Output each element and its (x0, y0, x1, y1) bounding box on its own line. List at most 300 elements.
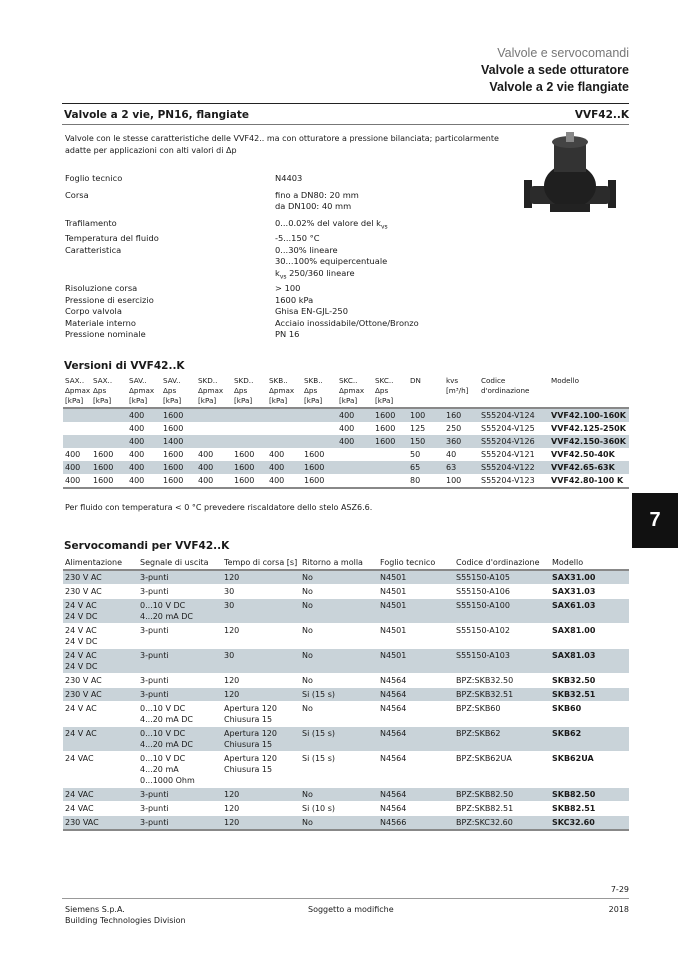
table-cell (196, 408, 232, 422)
column-header (127, 375, 161, 408)
spec-value-line: da DN100: 40 mm (275, 201, 352, 212)
column-header (161, 375, 196, 408)
page-number: 7-29 (610, 885, 629, 894)
table-cell: 400 (267, 461, 302, 474)
table-cell: 24 VAC (65, 754, 94, 763)
column-header (408, 375, 444, 408)
column-header-line: [kPa] (93, 396, 112, 405)
table-cell: 1600 (375, 424, 396, 433)
versions-title: Versioni di VVF42..K (64, 360, 185, 372)
table-cell: Si (15 s) (300, 727, 378, 752)
divider (62, 898, 629, 899)
column-header (337, 375, 373, 408)
table-cell: 80 (410, 476, 421, 485)
table-cell: BPZ:SKB60 (456, 704, 501, 713)
column-header: Segnale di uscita (140, 558, 209, 567)
footer-notice: Soggetto a modifiche (308, 905, 394, 914)
table-cell: 1600 (302, 461, 337, 474)
column-header-line: d'ordinazione (481, 386, 530, 395)
table-cell: 250 (446, 424, 462, 433)
table-cell (337, 448, 373, 461)
table-cell: SAX61.03 (550, 599, 629, 624)
column-header-line: Modello (551, 376, 579, 385)
table-cell: 1600 (163, 450, 184, 459)
table-row (63, 624, 629, 649)
table-cell: Si (15 s) (300, 688, 378, 702)
column-header-line: kvs (446, 376, 459, 385)
table-cell: No (300, 788, 378, 802)
table-cell: 120 (222, 788, 300, 802)
table-cell (63, 408, 91, 422)
table-cell: 24 V AC (63, 727, 138, 752)
table-row (63, 727, 629, 752)
column-header-line: SAX.. (93, 376, 113, 385)
table-cell: No (300, 599, 378, 624)
column-header (302, 375, 337, 408)
column-header: Alimentazione (65, 558, 123, 567)
table-cell: 150 (408, 435, 444, 448)
column-header (91, 375, 127, 408)
spec-value (275, 173, 302, 185)
table-cell: SAX31.03 (552, 587, 596, 596)
table-cell: N4501 (380, 626, 407, 635)
table-cell: 400 (337, 408, 373, 422)
table-cell: SKB82.51 (552, 804, 596, 813)
spec-row (65, 233, 445, 245)
table-cell: 400 (63, 461, 91, 474)
table-cell: S55204-V125 (481, 424, 535, 433)
column-header-line: SKC.. (375, 376, 394, 385)
table-cell: N4564 (378, 788, 454, 802)
header-subcategory: Valvole a sede otturatore (481, 63, 629, 77)
spec-value (275, 190, 359, 213)
table-cell: 160 (444, 408, 479, 422)
table-cell: SAX81.00 (552, 626, 596, 635)
table-cell: S55150-A103 (454, 649, 550, 674)
table-cell: VVF42.50-40K (551, 450, 615, 459)
spec-value (275, 245, 387, 283)
table-cell (63, 435, 91, 448)
table-cell: 24 V AC 24 V DC (63, 649, 138, 674)
table-cell: 1600 (373, 435, 408, 448)
column-header-line: Δpmax (129, 386, 155, 395)
table-cell: 63 (444, 461, 479, 474)
table-cell: 1600 (232, 461, 267, 474)
table-cell: 3-punti (138, 688, 222, 702)
column-header-line: Δps (375, 386, 389, 395)
table-cell: 120 (224, 804, 240, 813)
table-row (63, 674, 629, 688)
spec-label: Pressione di esercizio (65, 294, 154, 305)
table-cell: N4564 (380, 804, 407, 813)
column-header-line: SKC.. (339, 376, 358, 385)
table-cell: S55150-A105 (454, 570, 550, 585)
table-cell: N4501 (378, 599, 454, 624)
table-cell: No (302, 626, 313, 635)
spec-value-line: PN 16 (275, 329, 300, 340)
table-cell: Si (10 s) (302, 804, 335, 813)
table-cell: 400 (269, 450, 285, 459)
table-cell: S55204-V123 (481, 476, 535, 485)
table-cell (373, 474, 408, 488)
spec-list (65, 173, 445, 341)
column-header (373, 375, 408, 408)
table-cell: No (302, 587, 313, 596)
table-cell: VVF42.125-250K (551, 424, 626, 433)
table-cell: 1600 (163, 476, 184, 485)
table-cell: 50 (410, 450, 421, 459)
table-cell: 3-punti (138, 649, 222, 674)
table-cell: 1600 (163, 424, 184, 433)
table-cell: 0...10 V DC 4...20 mA DC (138, 599, 222, 624)
table-cell: 400 (339, 424, 355, 433)
table-cell: N4564 (378, 688, 454, 702)
header-category: Valvole e servocomandi (497, 46, 629, 60)
spec-label: Corpo valvola (65, 306, 122, 317)
table-cell: S55150-A102 (456, 626, 510, 635)
table-cell: BPZ:SKB82.50 (454, 788, 550, 802)
table-cell: 400 (127, 408, 161, 422)
column-header (267, 375, 302, 408)
table-cell: SKB82.50 (550, 788, 629, 802)
table-cell: N4501 (378, 570, 454, 585)
table-cell: S55204-V121 (481, 450, 535, 459)
table-cell (63, 422, 91, 435)
column-header: Foglio tecnico (380, 558, 436, 567)
column-header-line: SAV.. (129, 376, 147, 385)
column-header (549, 375, 629, 408)
table-cell: 24 VAC (65, 804, 94, 813)
column-header-line: SAV.. (163, 376, 181, 385)
column-header (479, 375, 549, 408)
column-header-line: [kPa] (234, 396, 253, 405)
table-cell: 230 V AC (65, 676, 102, 685)
table-cell: 1600 (161, 461, 196, 474)
table-cell: 1600 (304, 450, 325, 459)
table-cell: SAX31.00 (550, 570, 629, 585)
column-header (232, 375, 267, 408)
table-cell: S55204-V124 (479, 408, 549, 422)
table-cell: 120 (222, 570, 300, 585)
table-cell: Apertura 120 Chiusura 15 (222, 727, 300, 752)
spec-row (65, 306, 445, 318)
spec-value (275, 283, 300, 295)
table-cell: 1600 (373, 408, 408, 422)
table-row (63, 649, 629, 674)
spec-value-line: Acciaio inossidabile/Ottone/Bronzo (275, 317, 419, 328)
spec-row (65, 295, 445, 307)
column-header: Modello (552, 558, 584, 567)
table-cell: SKB62UA (552, 754, 594, 763)
column-header-line: [kPa] (129, 396, 148, 405)
table-cell: SKC32.60 (550, 816, 629, 831)
footer-year: 2018 (608, 905, 629, 914)
table-cell: 3-punti (140, 804, 169, 813)
table-cell: S55150-A100 (454, 599, 550, 624)
table-cell (232, 408, 267, 422)
table-row (63, 752, 629, 788)
spec-value (275, 218, 388, 233)
table-cell (232, 422, 267, 435)
table-cell (196, 435, 232, 448)
column-header: Tempo di corsa [s] (224, 558, 298, 567)
table-row (63, 599, 629, 624)
section-description: Valvole con le stesse caratteristiche delle VVF42.. ma con otturatore a pressione bilanciata; particolarmente adatte per applicazioni con alti valori di Δp (65, 134, 499, 155)
column-header-line: SKB.. (269, 376, 288, 385)
table-cell: S55150-A106 (456, 587, 510, 596)
spec-label: Pressione nominale (65, 329, 146, 340)
table-cell (91, 422, 127, 435)
column-header-line: [kPa] (304, 396, 323, 405)
column-header-line: [kPa] (163, 396, 182, 405)
table-row (63, 702, 629, 727)
column-header: Ritorno a molla (302, 558, 363, 567)
column-header-line: SKD.. (198, 376, 218, 385)
versions-note: Per fluido con temperatura < 0 °C prevedere riscaldatore dello stelo ASZ6.6. (65, 503, 373, 512)
table-cell: Si (15 s) (302, 754, 335, 763)
spec-value-line: -5...150 °C (275, 233, 320, 244)
table-row (63, 435, 629, 448)
table-cell: BPZ:SKB62UA (456, 754, 512, 763)
table-cell: N4564 (378, 727, 454, 752)
table-cell: BPZ:SKB32.51 (454, 688, 550, 702)
spec-value (275, 306, 348, 318)
column-header-line: Δps (93, 386, 107, 395)
spec-value (275, 318, 419, 330)
table-cell: 230 V AC (65, 587, 102, 596)
spec-row (65, 190, 445, 213)
table-cell: No (302, 676, 313, 685)
spec-value-line: > 100 (275, 283, 301, 294)
table-cell: 400 (269, 476, 285, 485)
valve-image (520, 128, 620, 218)
table-cell: N4564 (380, 754, 407, 763)
table-row (63, 448, 629, 461)
column-header-line: Δpmax (65, 386, 91, 395)
spec-label: Corsa (65, 189, 89, 200)
column-header-line: Δpmax (269, 386, 295, 395)
table-cell: 0...10 V DC 4...20 mA DC (138, 727, 222, 752)
column-header-line: SKB.. (304, 376, 323, 385)
table-cell: VVF42.80-100 K (551, 476, 624, 485)
spec-row (65, 318, 445, 330)
table-cell: 120 (222, 688, 300, 702)
column-header-line: Δpmax (198, 386, 224, 395)
table-cell (302, 422, 337, 435)
column-header-line: DN (410, 376, 421, 385)
spec-value-line: 0...30% lineare (275, 244, 338, 255)
table-cell: No (302, 704, 313, 713)
table-row (63, 422, 629, 435)
table-cell (267, 408, 302, 422)
column-header-line: SAX.. (65, 376, 85, 385)
spec-label: Temperatura del fluido (65, 233, 159, 244)
table-cell: 24 V AC 24 V DC (65, 626, 98, 646)
table-cell: N4501 (378, 649, 454, 674)
table-cell: Apertura 120 Chiusura 15 (224, 754, 277, 774)
table-cell: 100 (446, 476, 462, 485)
footer-company: Siemens S.p.A. (65, 905, 125, 914)
table-cell: S55204-V122 (479, 461, 549, 474)
footer-division: Building Technologies Division (65, 916, 186, 925)
table-row (63, 816, 629, 831)
table-cell (337, 461, 373, 474)
table-cell: 30 (222, 649, 300, 674)
table-cell: 120 (224, 676, 240, 685)
table-cell: 24 VAC (63, 788, 138, 802)
column-header (196, 375, 232, 408)
table-cell: 230 V AC (63, 688, 138, 702)
table-cell: N4564 (380, 676, 407, 685)
column-header: Codice d'ordinazione (456, 558, 540, 567)
table-row (63, 802, 629, 816)
divider (62, 124, 629, 125)
column-header-line: Δpmax (339, 386, 365, 395)
spec-value (275, 329, 299, 341)
spec-row (65, 329, 445, 341)
table-cell (267, 435, 302, 448)
table-cell: 3-punti (140, 626, 169, 635)
spec-value-line: fino a DN80: 20 mm (275, 189, 359, 200)
column-header-line: Codice (481, 376, 506, 385)
column-header-line: Δps (234, 386, 248, 395)
column-header-line: [kPa] (375, 396, 394, 405)
section-title: Valvole a 2 vie, PN16, flangiate (64, 109, 250, 121)
table-cell: 120 (224, 626, 240, 635)
table-cell: VVF42.150-360K (549, 435, 629, 448)
table-cell: No (300, 816, 378, 831)
spec-value-line: N4403 (275, 173, 303, 183)
spec-label: Trafilamento (65, 217, 117, 228)
table-cell: 65 (408, 461, 444, 474)
column-header (63, 375, 91, 408)
versions-table (63, 375, 629, 489)
table-cell: SAX81.03 (550, 649, 629, 674)
spec-label: Risoluzione corsa (65, 283, 138, 294)
column-header-line: Δps (163, 386, 177, 395)
spec-label: Materiale interno (65, 317, 136, 328)
column-header-line: [kPa] (198, 396, 217, 405)
table-cell (196, 422, 232, 435)
table-cell (337, 474, 373, 488)
table-cell: 400 (198, 450, 214, 459)
table-cell: 1600 (161, 408, 196, 422)
column-header-line: Δps (304, 386, 318, 395)
spec-value-line: 1600 kPa (275, 294, 314, 305)
spec-row (65, 283, 445, 295)
table-cell: 400 (65, 450, 81, 459)
table-row (63, 688, 629, 702)
table-cell: 3-punti (138, 570, 222, 585)
table-cell: 120 (222, 816, 300, 831)
table-cell: No (300, 649, 378, 674)
table-cell: 1600 (93, 476, 114, 485)
table-row (63, 474, 629, 488)
spec-value-line: 30...100% equipercentuale (275, 256, 388, 267)
table-cell: 400 (129, 424, 145, 433)
table-cell (91, 435, 127, 448)
table-cell: 40 (446, 450, 457, 459)
table-cell (373, 448, 408, 461)
table-cell: 0...10 V DC 4...20 mA 0...1000 Ohm (140, 754, 195, 785)
column-header-line: [kPa] (65, 396, 84, 405)
chapter-tab[interactable]: 7 (632, 493, 678, 548)
table-cell: 24 V AC (65, 704, 97, 713)
table-row (63, 461, 629, 474)
column-header-line: [kPa] (269, 396, 288, 405)
column-header-line: [m³/h] (446, 386, 469, 395)
table-cell: 400 (127, 435, 161, 448)
table-cell (91, 408, 127, 422)
table-cell: SKB32.51 (550, 688, 629, 702)
actuators-table (63, 556, 629, 831)
table-cell: 24 V AC 24 V DC (63, 599, 138, 624)
table-cell: 3-punti (140, 676, 169, 685)
table-cell: 400 (337, 435, 373, 448)
table-cell: 400 (129, 450, 145, 459)
spec-row (65, 245, 445, 283)
table-cell: 230 V AC (63, 570, 138, 585)
table-cell: 1600 (234, 450, 255, 459)
table-row (63, 585, 629, 599)
table-cell: 0...10 V DC 4...20 mA DC (140, 704, 193, 724)
table-cell: N4564 (380, 704, 407, 713)
spec-value (275, 233, 320, 245)
table-cell (302, 435, 337, 448)
table-cell: N4501 (380, 587, 407, 596)
column-header-line: [kPa] (339, 396, 358, 405)
table-cell: 3-punti (138, 816, 222, 831)
table-cell: 1400 (161, 435, 196, 448)
spec-value-line: 0...0.02% del valore del $k_{vs}$ (275, 217, 388, 231)
table-cell: 3-punti (140, 587, 169, 596)
table-cell: SKB60 (552, 704, 582, 713)
table-cell: 1600 (234, 476, 255, 485)
spec-value-line: $k_{vs}$ 250/360 lineare (275, 267, 355, 281)
actuators-title: Servocomandi per VVF42..K (64, 540, 230, 552)
column-header (444, 375, 479, 408)
table-cell (302, 408, 337, 422)
spec-value-line: Ghisa EN-GJL-250 (275, 306, 348, 317)
table-cell: 125 (410, 424, 426, 433)
table-cell: 1600 (304, 476, 325, 485)
table-cell: 1600 (93, 450, 114, 459)
divider (62, 103, 629, 104)
section-code: VVF42..K (574, 109, 629, 121)
table-cell: VVF42.65-63K (549, 461, 629, 474)
table-cell: 230 VAC (63, 816, 138, 831)
spec-label: Foglio tecnico (65, 173, 123, 183)
spec-row (65, 173, 445, 185)
table-cell: BPZ:SKB32.50 (456, 676, 514, 685)
table-cell (267, 422, 302, 435)
table-row (63, 570, 629, 585)
table-row (63, 788, 629, 802)
table-cell: No (300, 570, 378, 585)
table-cell: 30 (222, 599, 300, 624)
table-cell: Apertura 120 Chiusura 15 (224, 704, 277, 724)
table-cell: 3-punti (138, 788, 222, 802)
column-header-line: SKD.. (234, 376, 254, 385)
table-cell: S55204-V126 (479, 435, 549, 448)
table-cell (232, 435, 267, 448)
header-title: Valvole a 2 vie flangiate (489, 80, 629, 94)
table-cell: 100 (408, 408, 444, 422)
table-cell: BPZ:SKC32.60 (454, 816, 550, 831)
table-cell: VVF42.100-160K (549, 408, 629, 422)
table-cell (373, 461, 408, 474)
table-cell: 400 (196, 461, 232, 474)
